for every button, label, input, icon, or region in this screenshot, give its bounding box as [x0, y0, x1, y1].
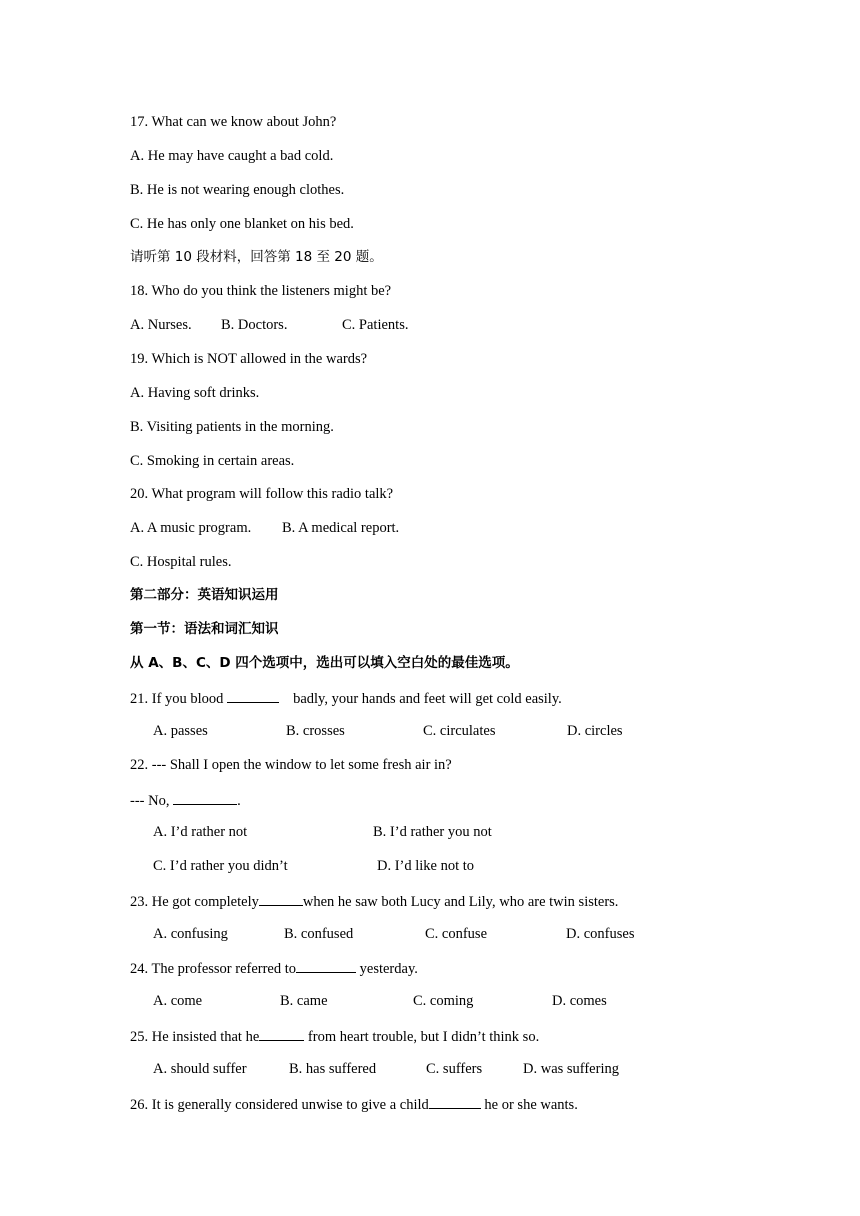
question-21-option-b: B. crosses [286, 723, 345, 739]
question-20-option-c: C. Hospital rules. [130, 554, 232, 570]
answer-blank [227, 688, 279, 703]
part-2-title: 第二部分：英语知识运用 [130, 587, 279, 603]
question-26-stem-end: he or she wants. [480, 1097, 578, 1113]
question-23-stem-start: 23. He got completely [130, 894, 259, 910]
question-22-option-b: B. I’d rather you not [373, 824, 492, 840]
question-26-stem [130, 1094, 578, 1114]
question-22-reply-end: . [237, 793, 241, 809]
question-25-stem-start: 25. He insisted that he [130, 1029, 260, 1045]
question-25-option-a: A. should suffer [153, 1061, 247, 1077]
section-instruction: 从 A、B、C、D 四个选项中，选出可以填入空白处的最佳选项。 [130, 655, 519, 671]
answer-blank [429, 1094, 481, 1109]
question-23-option-b: B. confused [284, 926, 354, 942]
question-24-option-a: A. come [153, 993, 203, 1009]
question-17-option-c: C. He has only one blanket on his bed. [130, 216, 354, 232]
answer-blank [259, 1026, 304, 1041]
question-22-option-a: A. I’d rather not [153, 824, 248, 840]
question-18-option-a: A. Nurses. [130, 317, 192, 333]
question-20-stem: 20. What program will follow this radio talk? [130, 486, 394, 502]
section-1-title: 第一节：语法和词汇知识 [130, 621, 279, 637]
question-22-stem: 22. --- Shall I open the window to let some fresh air in? [130, 757, 452, 773]
question-24-option-d: D. comes [552, 993, 607, 1009]
question-19-option-a: A. Having soft drinks. [130, 385, 260, 401]
question-24-option-b: B. came [280, 993, 328, 1009]
question-21-stem-end: badly, your hands and feet will get cold easily. [293, 691, 562, 707]
question-26-stem-start: 26. It is generally considered unwise to give a child [130, 1097, 429, 1113]
question-19-option-c: C. Smoking in certain areas. [130, 453, 295, 469]
question-21-stem-start: 21. If you blood [130, 691, 228, 707]
question-20-option-b: B. A medical report. [282, 520, 400, 536]
question-19-option-b: B. Visiting patients in the morning. [130, 419, 334, 435]
question-25-stem-end: from heart trouble, but I didn’t think so. [304, 1029, 540, 1045]
question-22-reply-start: --- No, [130, 793, 174, 809]
question-18-option-b: B. Doctors. [221, 317, 288, 333]
answer-blank [259, 891, 303, 906]
question-17-option-b: B. He is not wearing enough clothes. [130, 182, 345, 198]
question-21-option-a: A. passes [153, 723, 208, 739]
question-21-option-d: D. circles [567, 723, 623, 739]
question-25-option-b: B. has suffered [289, 1061, 377, 1077]
question-25-stem [130, 1026, 539, 1046]
question-18-stem: 18. Who do you think the listeners might be? [130, 283, 392, 299]
question-25-option-d: D. was suffering [523, 1061, 619, 1077]
answer-blank [173, 790, 237, 805]
question-23-option-c: C. confuse [425, 926, 488, 942]
question-17-stem: 17. What can we know about John? [130, 114, 337, 130]
answer-blank [296, 958, 356, 973]
question-24-stem-start: 24. The professor referred to [130, 961, 297, 977]
question-22-option-c: C. I’d rather you didn’t [153, 858, 288, 874]
question-24-stem [130, 958, 418, 978]
question-21-option-c: C. circulates [423, 723, 496, 739]
question-24-stem-end: yesterday. [356, 961, 418, 977]
question-22-option-d: D. I’d like not to [377, 858, 475, 874]
question-17-option-a: A. He may have caught a bad cold. [130, 148, 334, 164]
question-20-option-a: A. A music program. [130, 520, 252, 536]
question-21-stem [130, 688, 562, 708]
question-23-option-d: D. confuses [566, 926, 635, 942]
question-25-option-c: C. suffers [426, 1061, 483, 1077]
question-23-option-a: A. confusing [153, 926, 228, 942]
question-18-option-c: C. Patients. [342, 317, 409, 333]
question-19-stem: 19. Which is NOT allowed in the wards? [130, 351, 368, 367]
section-10-instruction: 请听第 10 段材料，回答第 18 至 20 题。 [130, 249, 383, 265]
question-24-option-c: C. coming [413, 993, 474, 1009]
question-22-reply [130, 790, 241, 810]
question-23-stem [130, 891, 618, 911]
question-23-stem-end: when he saw both Lucy and Lily, who are twin sisters. [302, 894, 619, 910]
